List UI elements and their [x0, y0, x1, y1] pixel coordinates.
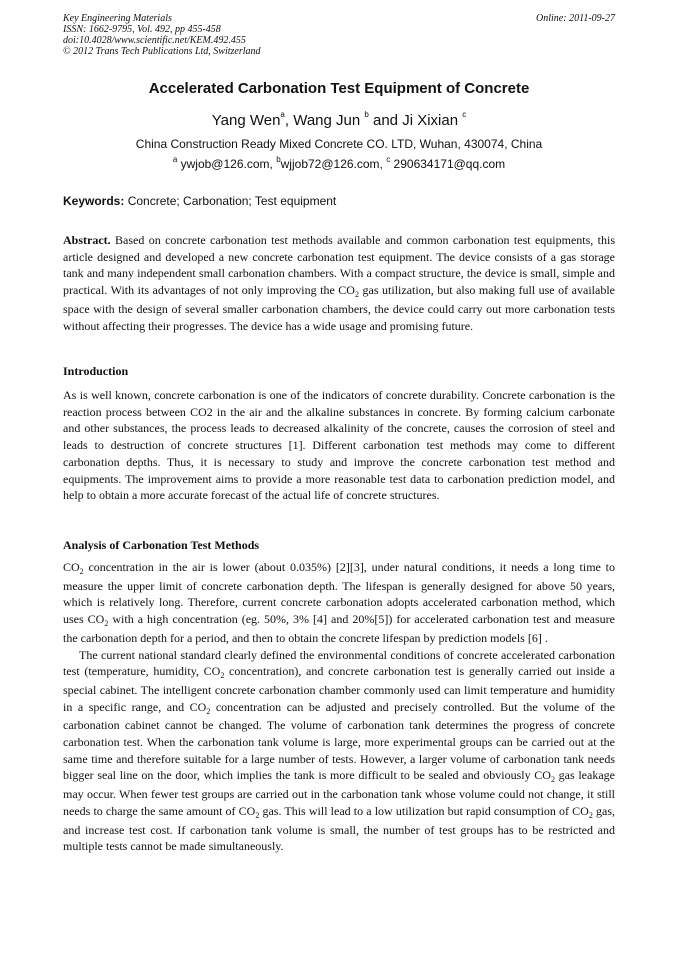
p2-text-c: concentration can be adjusted and precisely controlled. But the volume of the carbonation cabinet cannot be changed. The volume of carbonation tank determines the progress of concrete carbonation test. When the carbonation tank volume is large, more experimental groups can be carried out at the same time and therefore suitable for a large number of tests. However, a larger volume of carbonation tank needs bigger seal line on the door, which implies the tank is more difficult to be sealed and obviously CO — [63, 699, 615, 783]
email-2: wjjob72@126.com, — [280, 157, 387, 171]
author-2: Wang Jun — [293, 112, 365, 129]
p2-text-b: concentration), and concrete carbonation test is generally carried out inside a special cabinet. The intelligent concrete carbonation chamber commonly used can limit temperature and humidity in a specific range, and CO — [63, 664, 616, 714]
abstract-text-2: gas utilization, but also making full use of available space with the design of several smaller carbonation chambers, the device could carry out more carbonation tests without affecting their progresses. The device has a wide usage and promising future. — [63, 283, 615, 333]
author-2-mark: b — [364, 110, 369, 119]
author-3-mark: c — [462, 110, 467, 119]
author-sep-1: , — [284, 112, 294, 129]
introduction-paragraph: As is well known, concrete carbonation is one of the indicators of concrete durability. Concrete carbonation is the reaction process between CO2 in the air and the alkaline substances in concrete. By forming calcium carbonate and other substances, the process leads to decreased alkalinity of the concrete, causes the corrosion of steel and leads to destruction of concrete structures [1]. Different carbonation test methods may come to different carbonation depths. Thus, it is necessary to study and improve the concrete carbonation test method and equipments. The improvement aims to provide a more reasonable test data to carbonation prediction model, and help to obtain a more accurate forecast of the actual life of concrete structures. — [63, 388, 615, 503]
subscript-2: 2 — [550, 775, 555, 785]
email-3-mark: c — [386, 155, 391, 164]
keywords — [63, 194, 615, 208]
subscript-2: 2 — [79, 567, 84, 576]
author-1: Yang Wen — [211, 112, 281, 129]
introduction-heading: Introduction — [63, 364, 129, 378]
p2-text-e: gas. This will lead to a low utilization but rapid consumption of CO — [259, 803, 589, 818]
abstract — [63, 232, 615, 334]
subscript-2: 2 — [255, 810, 260, 820]
doi-line: doi:10.4028/www.scientific.net/KEM.492.455 — [63, 35, 246, 46]
p1-text-a: CO — [63, 560, 80, 574]
email-3: 290634171@qq.com — [390, 157, 506, 171]
author-3: Ji Xixian — [402, 112, 463, 129]
subscript-2: 2 — [354, 290, 359, 300]
copyright-line: © 2012 Trans Tech Publications Ltd, Switzerland — [63, 46, 261, 57]
issn-line: ISSN: 1662-9795, Vol. 492, pp 455-458 — [63, 24, 221, 35]
email-1-mark: a — [172, 155, 178, 164]
p2-text-f: gas, and increase test cost. If carbonation tank volume is small, the number of test groups has to be restricted and multiple tests cannot be made simultaneously. — [63, 803, 615, 854]
journal-name: Key Engineering Materials — [63, 13, 172, 24]
author-1-mark: a — [280, 110, 285, 119]
subscript-2: 2 — [104, 619, 109, 629]
subscript-2: 2 — [588, 810, 593, 820]
p1-text-c: with a high concentration (eg. 50%, 3% [4] and 20%[5]) for accelerated carbonation test and measure the carbonation depth for a period, and then to obtain the concrete lifespan by prediction models [6] . — [63, 612, 616, 645]
paper-title: Accelerated Carbonation Test Equipment of Concrete — [148, 80, 530, 97]
p2-text-a: The current national standard clearly defined the environmental conditions of concrete accelerated carbonation test (temperature, humidity, CO — [63, 647, 615, 679]
analysis-heading: Analysis of Carbonation Test Methods — [63, 538, 260, 552]
introduction-body — [63, 387, 615, 504]
email-list — [63, 157, 615, 171]
online-date: Online: 2011-09-27 — [536, 13, 615, 24]
keywords-label: Keywords: — [63, 194, 125, 208]
analysis-paragraph-2 — [63, 647, 615, 855]
journal-header — [63, 13, 615, 57]
email-1: ywjob@126.com, — [177, 157, 277, 171]
keywords-text: Concrete; Carbonation; Test equipment — [124, 194, 337, 208]
email-2-mark: b — [276, 155, 281, 164]
analysis-paragraph-1 — [63, 559, 615, 647]
author-sep-2: and — [368, 112, 403, 129]
affiliation: China Construction Ready Mixed Concrete CO. LTD, Wuhan, 430074, China — [135, 137, 543, 151]
p1-text-b: concentration in the air is lower (about 0.035%) [2][3], under natural conditions, it needs a long time to measure the upper limit of concrete carbonation depth. The lifespan is generally designed for above 50 years, which is relatively long. Therefore, current concrete carbonation adopts accelerated carbonation method, which uses CO — [63, 560, 615, 627]
p2-text-d: gas leakage may occur. When fewer test groups are carried out in the carbonation tank whose volume could not change, it still needs to charge the same amount of CO — [63, 768, 615, 818]
author-list — [63, 112, 615, 129]
subscript-2: 2 — [206, 706, 211, 716]
abstract-text-1: Based on concrete carbonation test methods available and common carbonation test equipments, this article designed and developed a new concrete carbonation test equipment. The device consists of a gas storage tank and many independent small carbonation chambers. With a compact structure, the device is small, simple and practical. With its advantages of not only improving the CO — [63, 233, 615, 298]
subscript-2: 2 — [220, 671, 225, 681]
abstract-label: Abstract. — [63, 233, 111, 247]
analysis-body — [63, 559, 615, 855]
